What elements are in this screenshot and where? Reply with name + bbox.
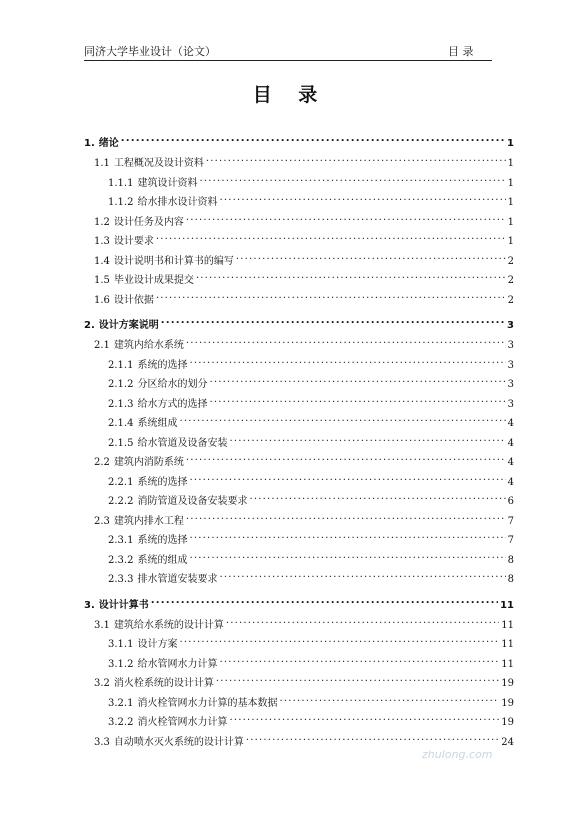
toc-dot-leader bbox=[189, 546, 505, 563]
toc-entry-label: 消火栓管网水力计算的基本数据 bbox=[137, 697, 278, 709]
toc-entry-number: 2. bbox=[84, 320, 95, 331]
toc-entry[interactable] bbox=[108, 351, 514, 371]
toc-dot-leader bbox=[219, 188, 505, 205]
toc-entry-page-number: 11 bbox=[500, 599, 514, 611]
toc-entry[interactable] bbox=[108, 169, 514, 189]
toc-dot-leader bbox=[206, 149, 506, 166]
toc-entry[interactable] bbox=[108, 565, 514, 585]
toc-dot-leader bbox=[189, 526, 505, 543]
toc-entry-label: 工程概况及设计资料 bbox=[113, 158, 204, 169]
toc-entry[interactable] bbox=[94, 208, 514, 228]
header-rule bbox=[84, 60, 492, 61]
toc-entry-number: 2.3.3 bbox=[108, 574, 134, 585]
toc-entry[interactable] bbox=[94, 728, 514, 748]
toc-entry-number: 1.1.2 bbox=[108, 197, 134, 208]
toc-entry[interactable] bbox=[108, 708, 514, 728]
toc-entry-number: 1. bbox=[84, 138, 95, 149]
toc-entry-number: 2.1.4 bbox=[108, 418, 134, 429]
toc-entry-number: 2.3.2 bbox=[108, 554, 134, 566]
toc-dot-leader bbox=[249, 487, 505, 504]
toc-entry[interactable] bbox=[94, 331, 514, 351]
toc-entry-page-number: 4 bbox=[507, 476, 514, 488]
toc-entry-page-number: 2 bbox=[507, 255, 514, 267]
toc-entry[interactable] bbox=[108, 429, 514, 449]
toc-dot-leader bbox=[156, 286, 506, 303]
toc-dot-leader bbox=[179, 409, 505, 426]
toc-entry[interactable] bbox=[108, 468, 514, 488]
toc-entry-label: 毕业设计成果提交 bbox=[113, 275, 194, 286]
watermark: zhulong.com bbox=[422, 748, 493, 761]
toc-entry-label: 分区给水的划分 bbox=[137, 379, 208, 390]
toc-entry-page-number: 4 bbox=[507, 437, 514, 449]
toc-entry-title bbox=[94, 292, 156, 309]
toc-dot-leader bbox=[229, 708, 499, 725]
toc-entry[interactable] bbox=[84, 129, 514, 149]
toc-dot-leader bbox=[279, 689, 499, 706]
toc-entry-number: 3.2.1 bbox=[108, 697, 134, 709]
toc-entry-number: 1.4 bbox=[94, 255, 110, 267]
toc-entry-label: 排水管道安装要求 bbox=[137, 574, 218, 585]
toc-entry-label: 设计依据 bbox=[113, 294, 154, 306]
toc-entry-page-number: 24 bbox=[501, 736, 514, 748]
toc-dot-leader bbox=[209, 370, 505, 387]
toc-dot-leader bbox=[186, 208, 506, 225]
toc-entry-label: 消火栓管网水力计算 bbox=[137, 717, 228, 728]
toc-dot-leader bbox=[236, 247, 506, 264]
toc-entry[interactable] bbox=[108, 650, 514, 670]
toc-entry-number: 2.1 bbox=[94, 340, 110, 351]
toc-entry-page-number: 1 bbox=[507, 158, 514, 169]
toc-entry[interactable] bbox=[108, 188, 514, 208]
toc-entry[interactable] bbox=[108, 546, 514, 566]
toc-entry-label: 系统的选择 bbox=[137, 476, 188, 488]
toc-entry-number: 1.5 bbox=[94, 275, 110, 286]
toc-entry-page-number: 3 bbox=[507, 320, 514, 331]
toc-entry[interactable] bbox=[108, 370, 514, 390]
toc-entry-label: 设计方案 bbox=[137, 639, 178, 650]
toc-dot-leader bbox=[186, 448, 506, 465]
toc-dot-leader bbox=[196, 266, 506, 283]
toc-entry-number: 2.3 bbox=[94, 515, 110, 527]
toc-entry-label: 消火栓系统的设计计算 bbox=[113, 678, 214, 689]
toc-entry-page-number: 7 bbox=[507, 515, 514, 527]
toc-entry-label: 设计计算书 bbox=[98, 599, 149, 611]
toc-entry-number: 2.1.1 bbox=[108, 359, 134, 371]
toc-entry[interactable] bbox=[94, 286, 514, 306]
toc-entry[interactable] bbox=[108, 409, 514, 429]
toc-entry[interactable] bbox=[108, 689, 514, 709]
toc-entry-page-number: 3 bbox=[507, 379, 514, 390]
toc-entry-page-number: 7 bbox=[507, 535, 514, 546]
toc-entry-label: 设计任务及内容 bbox=[113, 216, 184, 228]
toc-dot-leader bbox=[246, 728, 499, 745]
toc-dot-leader bbox=[216, 669, 499, 686]
toc-entry-label: 系统组成 bbox=[137, 418, 178, 429]
toc-dot-leader bbox=[189, 351, 505, 368]
toc-entry-number: 2.1.3 bbox=[108, 398, 134, 410]
toc-entry-number: 1.3 bbox=[94, 236, 110, 247]
toc-entry-label: 给水排水设计资料 bbox=[137, 197, 218, 208]
toc-entry[interactable] bbox=[94, 611, 514, 631]
toc-dot-leader bbox=[186, 331, 506, 348]
toc-entry-page-number: 3 bbox=[507, 359, 514, 371]
toc-entry-label: 自动喷水灭火系统的设计计算 bbox=[113, 736, 244, 748]
page-title: 目 录 bbox=[252, 84, 328, 106]
toc-entry-number: 2.2.2 bbox=[108, 496, 134, 507]
toc-entry-label: 给水管道及设备安装 bbox=[137, 437, 228, 449]
toc-entry-page-number: 19 bbox=[501, 717, 514, 728]
toc-entry[interactable] bbox=[94, 266, 514, 286]
toc-dot-leader bbox=[151, 591, 498, 608]
toc-entry-page-number: 11 bbox=[501, 619, 514, 631]
toc-entry-page-number: 1 bbox=[507, 177, 514, 189]
toc-entry-page-number: 11 bbox=[501, 658, 514, 670]
toc-entry-label: 建筑内消防系统 bbox=[113, 457, 184, 468]
toc-entry[interactable] bbox=[94, 227, 514, 247]
toc-entry-label: 设计方案说明 bbox=[98, 320, 159, 331]
page-header bbox=[84, 44, 492, 60]
toc-entry-page-number: 6 bbox=[507, 496, 514, 507]
toc-dot-leader bbox=[186, 507, 506, 524]
toc-entry[interactable] bbox=[84, 311, 514, 331]
toc-entry-number: 1.6 bbox=[94, 294, 110, 306]
toc-entry-number: 1.1 bbox=[94, 158, 110, 169]
toc-dot-leader bbox=[209, 390, 505, 407]
toc-entry-number: 3.2 bbox=[94, 678, 110, 689]
toc-entry[interactable] bbox=[94, 247, 514, 267]
toc-dot-leader bbox=[121, 129, 505, 146]
toc-entry-label: 给水管网水力计算 bbox=[137, 658, 218, 670]
toc-entry[interactable] bbox=[84, 591, 514, 611]
toc-entry-page-number: 3 bbox=[507, 398, 514, 410]
toc-entry[interactable] bbox=[108, 487, 514, 507]
toc-dot-leader bbox=[226, 611, 499, 628]
toc-entry-label: 建筑内给水系统 bbox=[113, 340, 184, 351]
toc-dot-leader bbox=[199, 169, 505, 186]
toc-entry-number: 3.1.2 bbox=[108, 658, 134, 670]
toc-dot-leader bbox=[189, 468, 505, 485]
toc-entry-label: 建筑设计资料 bbox=[137, 177, 198, 189]
toc-entry[interactable] bbox=[94, 669, 514, 689]
toc-entry[interactable] bbox=[108, 526, 514, 546]
toc-entry-number: 1.2 bbox=[94, 216, 110, 228]
toc-entry-label: 绪论 bbox=[98, 138, 119, 149]
toc-entry-number: 2.2 bbox=[94, 457, 110, 468]
toc-entry[interactable] bbox=[94, 507, 514, 527]
toc-entry-page-number: 1 bbox=[507, 216, 514, 228]
header-school-title: 同济大学毕业设计（论文） bbox=[84, 45, 216, 58]
toc-entry-title bbox=[94, 734, 246, 751]
toc-entry-number: 1.1.1 bbox=[108, 177, 134, 189]
toc-entry-number: 3.1.1 bbox=[108, 639, 134, 650]
toc-dot-leader bbox=[219, 565, 505, 582]
toc-entry-page-number: 4 bbox=[507, 418, 514, 429]
header-section-title: 目 录 bbox=[448, 45, 474, 58]
toc-entry-page-number: 19 bbox=[501, 678, 514, 689]
toc-entry-page-number: 1 bbox=[507, 138, 514, 149]
toc-dot-leader bbox=[161, 311, 505, 328]
toc-entry-label: 给水方式的选择 bbox=[137, 398, 208, 410]
toc-entry-number: 3.3 bbox=[94, 736, 110, 748]
toc-entry-number: 2.1.5 bbox=[108, 437, 134, 449]
toc-entry[interactable] bbox=[94, 448, 514, 468]
toc-entry-page-number: 1 bbox=[507, 197, 514, 208]
toc-entry-number: 3.2.2 bbox=[108, 717, 134, 728]
toc-entry[interactable] bbox=[94, 149, 514, 169]
toc-entry-page-number: 4 bbox=[507, 457, 514, 468]
toc-entry-label: 设计要求 bbox=[113, 236, 154, 247]
toc-dot-leader bbox=[156, 227, 506, 244]
toc-entry-number: 2.2.1 bbox=[108, 476, 134, 488]
toc-entry-page-number: 1 bbox=[507, 236, 514, 247]
toc-entry-label: 系统的组成 bbox=[137, 554, 188, 566]
toc-dot-leader bbox=[229, 429, 505, 446]
toc-entry-page-number: 2 bbox=[507, 294, 514, 306]
toc-entry-number: 3. bbox=[84, 599, 95, 611]
toc-entry[interactable] bbox=[108, 630, 514, 650]
toc-entry-title bbox=[108, 571, 219, 588]
toc-entry-number: 2.1.2 bbox=[108, 379, 134, 390]
toc-dot-leader bbox=[219, 650, 499, 667]
toc-entry-label: 建筑内排水工程 bbox=[113, 515, 184, 527]
toc-entry-label: 系统的选择 bbox=[137, 359, 188, 371]
toc-entry-label: 设计说明书和计算书的编写 bbox=[113, 255, 234, 267]
toc-entry-number: 3.1 bbox=[94, 619, 110, 631]
toc-entry-number: 2.3.1 bbox=[108, 535, 134, 546]
toc-entry-page-number: 19 bbox=[501, 697, 514, 709]
toc-entry-label: 消防管道及设备安装要求 bbox=[137, 496, 248, 507]
toc-entry-label: 建筑给水系统的设计计算 bbox=[113, 619, 224, 631]
toc-entry[interactable] bbox=[108, 390, 514, 410]
toc-entry-label: 系统的选择 bbox=[137, 535, 188, 546]
toc-entry-page-number: 3 bbox=[507, 340, 514, 351]
toc-dot-leader bbox=[179, 630, 499, 647]
toc-entry-page-number: 8 bbox=[507, 554, 514, 566]
toc-entry-page-number: 8 bbox=[507, 574, 514, 585]
toc-entry-page-number: 2 bbox=[507, 275, 514, 286]
toc-entry-page-number: 11 bbox=[501, 639, 514, 650]
